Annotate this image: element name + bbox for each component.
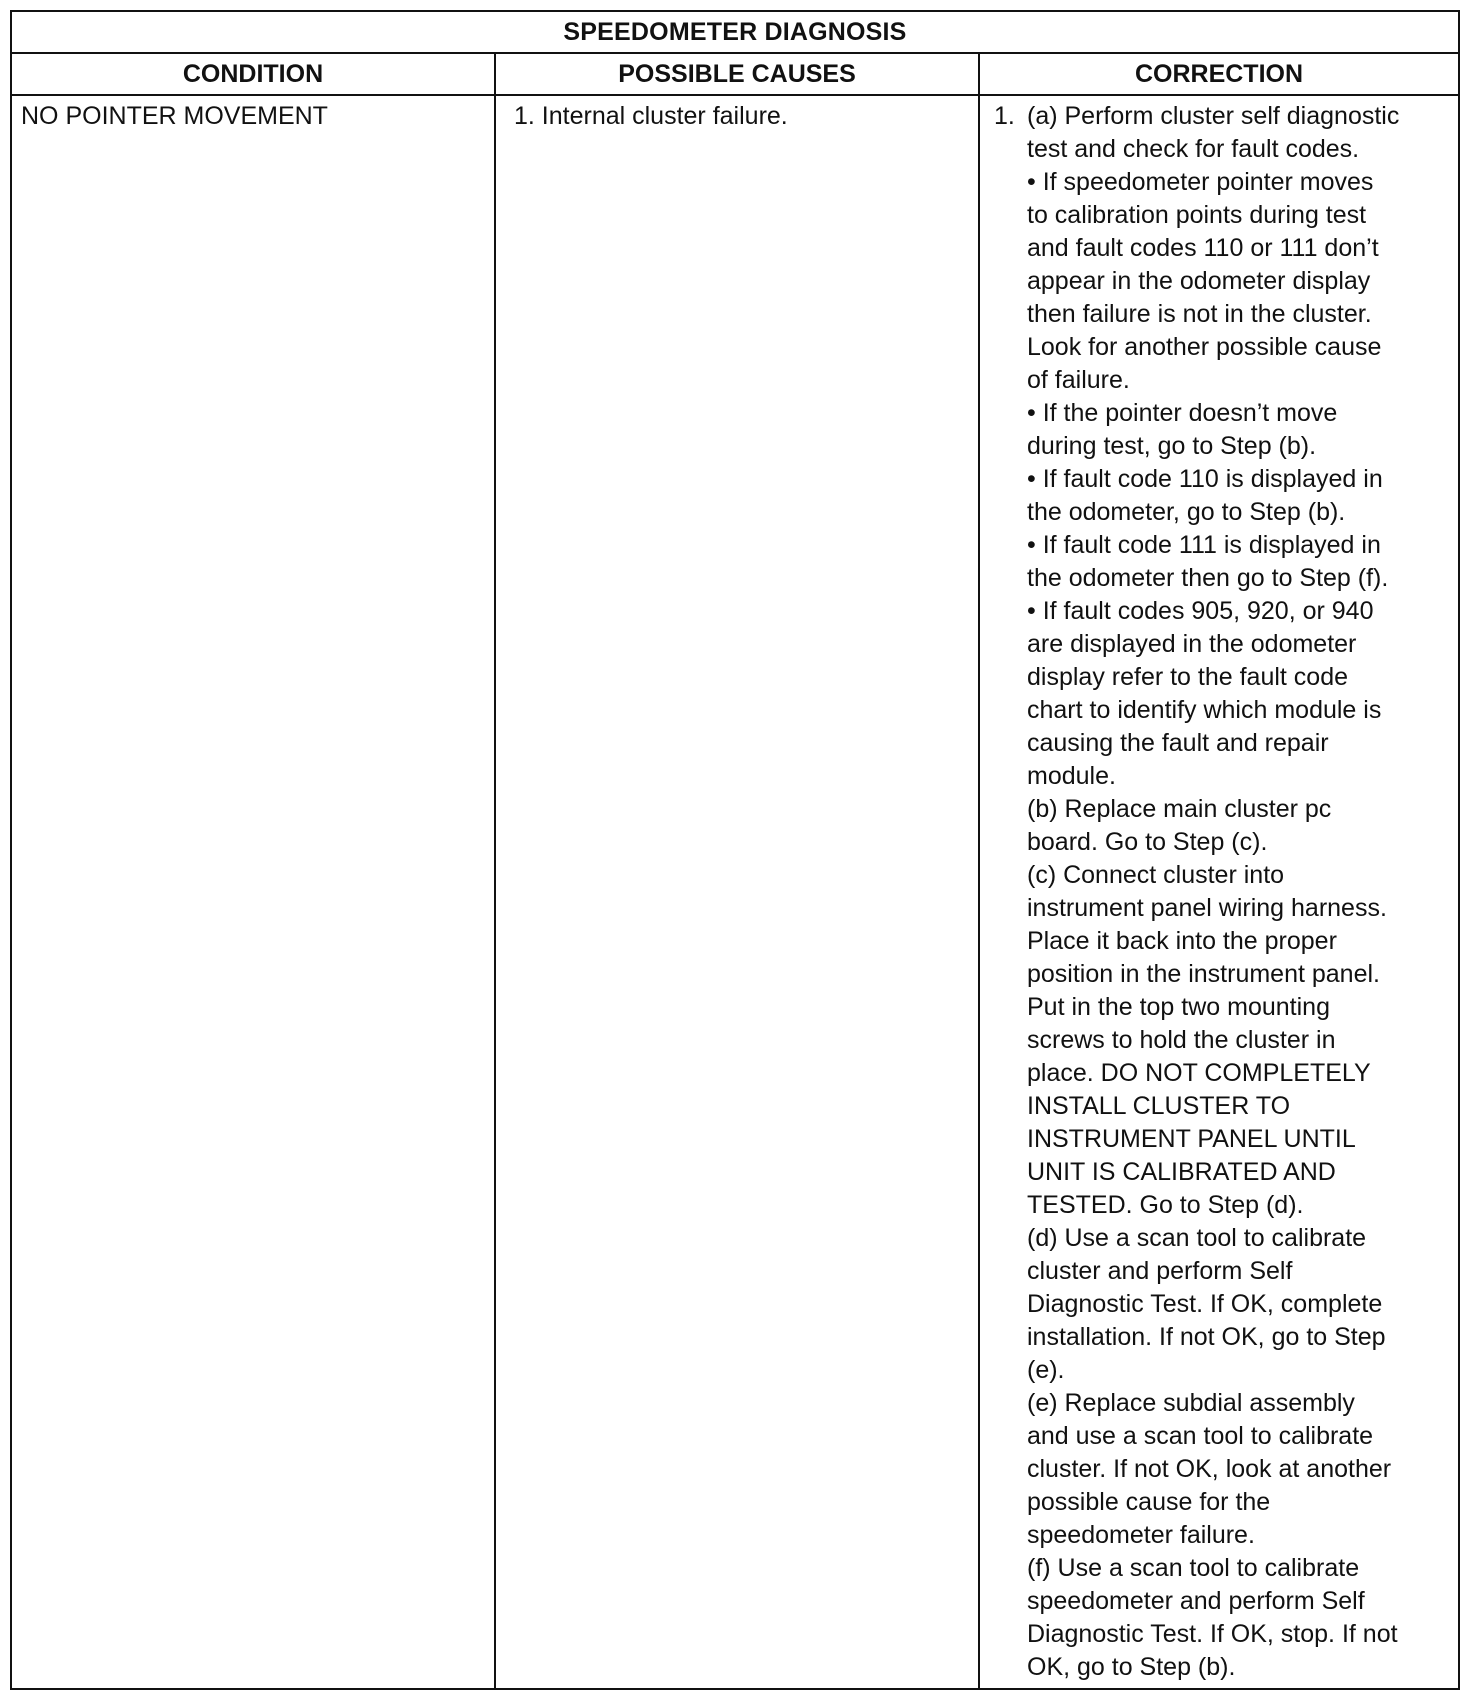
correction-line: Place it back into the proper: [1027, 927, 1337, 955]
correction-line: • If fault code 110 is displayed in: [1027, 465, 1383, 493]
correction-line: screws to hold the cluster in: [1027, 1026, 1336, 1054]
table-header-row: [12, 54, 1458, 96]
header-condition: CONDITION: [12, 54, 496, 94]
correction-line: (a) Perform cluster self diagnostic: [1027, 102, 1400, 130]
correction-line: (c) Connect cluster into: [1027, 861, 1285, 889]
correction-line: and fault codes 110 or 111 don’t: [1027, 234, 1379, 262]
correction-line: UNIT IS CALIBRATED AND: [1027, 1158, 1336, 1186]
header-possible-causes: POSSIBLE CAUSES: [496, 54, 980, 94]
correction-line: the odometer, go to Step (b).: [1027, 498, 1346, 526]
correction-line: TESTED. Go to Step (d).: [1027, 1191, 1304, 1219]
correction-line: cluster. If not OK, look at another: [1027, 1455, 1392, 1483]
correction-line: installation. If not OK, go to Step: [1027, 1323, 1386, 1351]
correction-line: (b) Replace main cluster pc: [1027, 795, 1332, 823]
correction-line: • If fault code 111 is displayed in: [1027, 531, 1381, 559]
correction-line: appear in the odometer display: [1027, 267, 1371, 295]
correction-line: instrument panel wiring harness.: [1027, 894, 1387, 922]
correction-line: Put in the top two mounting: [1027, 993, 1330, 1021]
correction-line: are displayed in the odometer: [1027, 630, 1357, 658]
correction-line: test and check for fault codes.: [1027, 135, 1360, 163]
correction-line: (f) Use a scan tool to calibrate: [1027, 1554, 1360, 1582]
correction-line: board. Go to Step (c).: [1027, 828, 1268, 856]
correction-line: and use a scan tool to calibrate: [1027, 1422, 1374, 1450]
correction-line: • If the pointer doesn’t move: [1027, 399, 1338, 427]
correction-line: the odometer then go to Step (f).: [1027, 564, 1389, 592]
correction-line: INSTALL CLUSTER TO: [1027, 1092, 1291, 1120]
condition-text: NO POINTER MOVEMENT: [21, 102, 328, 130]
table-row: [12, 96, 1458, 1688]
correction-line: speedometer and perform Self: [1027, 1587, 1365, 1615]
correction-line: cluster and perform Self: [1027, 1257, 1293, 1285]
correction-line: (e) Replace subdial assembly: [1027, 1389, 1355, 1417]
correction-line: • If speedometer pointer moves: [1027, 168, 1374, 196]
correction-line: Look for another possible cause: [1027, 333, 1382, 361]
correction-line: display refer to the fault code: [1027, 663, 1349, 691]
possible-cause-text: 1. Internal cluster failure.: [514, 102, 788, 130]
condition-cell: [12, 96, 496, 1688]
correction-line: INSTRUMENT PANEL UNTIL: [1027, 1125, 1356, 1153]
correction-line: (e).: [1027, 1356, 1065, 1384]
table-title: SPEEDOMETER DIAGNOSIS: [12, 12, 1458, 54]
correction-number: 1.: [994, 102, 1015, 130]
header-correction: CORRECTION: [1134, 59, 1304, 88]
correction-cell: [980, 96, 1458, 1688]
correction-line: • If fault codes 905, 920, or 940: [1027, 597, 1374, 625]
correction-line: Diagnostic Test. If OK, complete: [1027, 1290, 1383, 1318]
correction-line: then failure is not in the cluster.: [1027, 300, 1372, 328]
correction-line: Diagnostic Test. If OK, stop. If not: [1027, 1620, 1398, 1648]
correction-text: [1027, 100, 1452, 1684]
correction-line: of failure.: [1027, 366, 1130, 394]
possible-cause-cell: [496, 96, 980, 1688]
correction-line: during test, go to Step (b).: [1027, 432, 1317, 460]
correction-line: place. DO NOT COMPLETELY: [1027, 1059, 1371, 1087]
correction-line: causing the fault and repair: [1027, 729, 1329, 757]
correction-line: OK, go to Step (b).: [1027, 1653, 1236, 1681]
correction-item: [994, 100, 1452, 1684]
correction-line: to calibration points during test: [1027, 201, 1367, 229]
correction-line: module.: [1027, 762, 1116, 790]
correction-line: possible cause for the: [1027, 1488, 1271, 1516]
correction-line: position in the instrument panel.: [1027, 960, 1380, 988]
correction-line: speedometer failure.: [1027, 1521, 1255, 1549]
speedometer-diagnosis-table: [10, 10, 1460, 1690]
correction-line: (d) Use a scan tool to calibrate: [1027, 1224, 1367, 1252]
correction-line: chart to identify which module is: [1027, 696, 1382, 724]
